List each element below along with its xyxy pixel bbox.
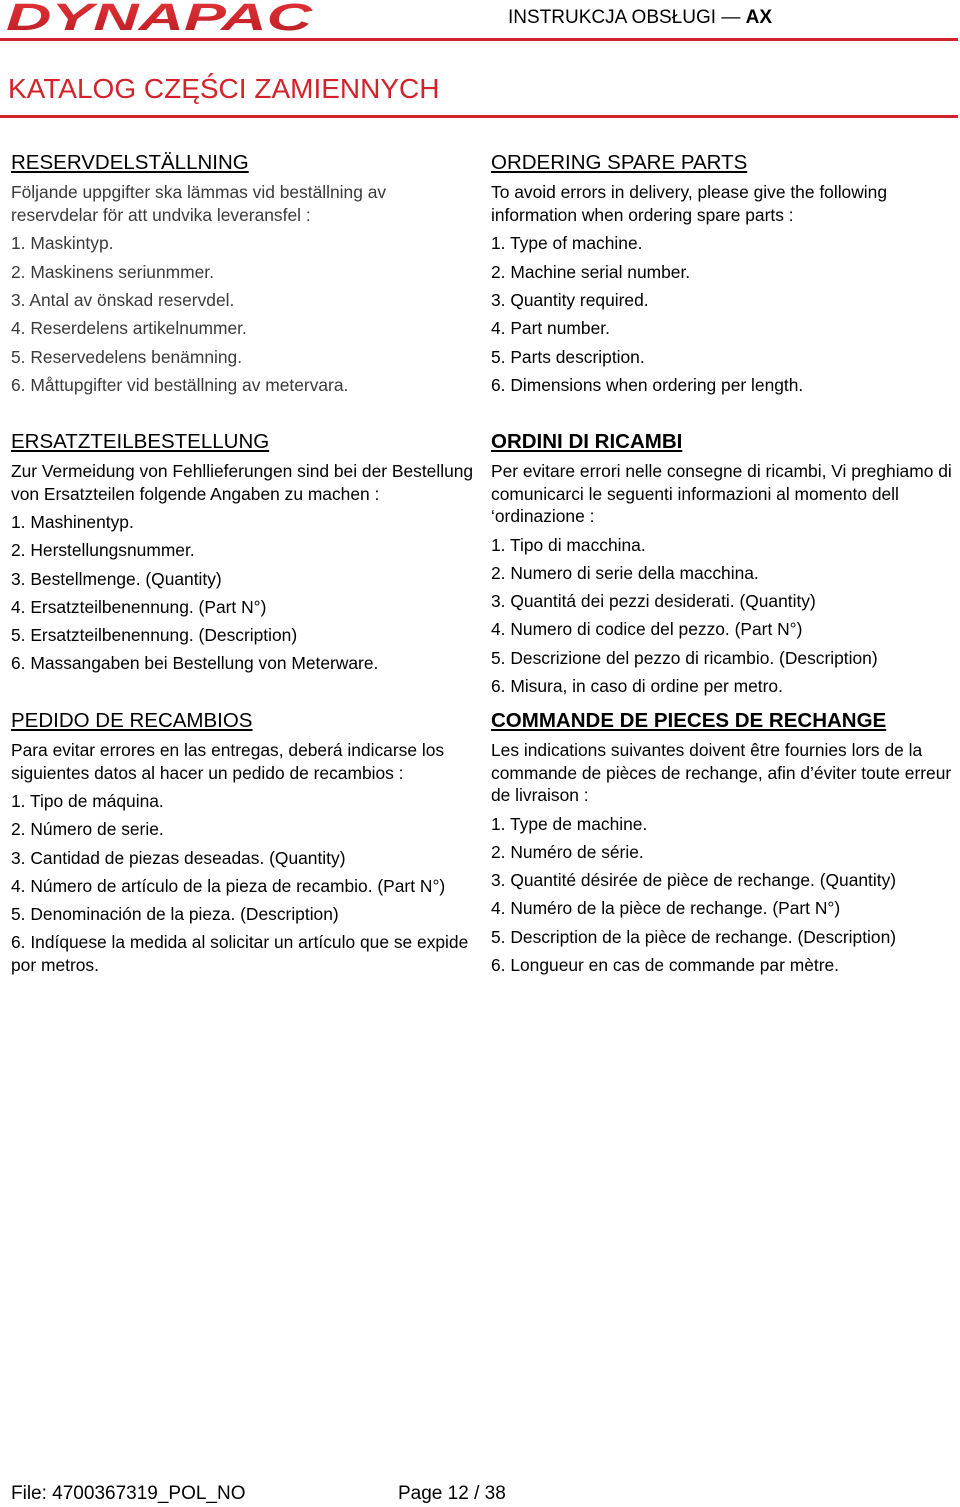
list-item: 1. Type of machine. (491, 233, 643, 254)
list-item: 6. Dimensions when ordering per length. (491, 375, 804, 396)
section-intro: Les indications suivantes doivent être fournies lors de la commande de pièces de rechange, afin d’éviter toute erreur de livraison : (491, 740, 952, 806)
section-title: ORDINI DI RICAMBI (491, 430, 683, 453)
section-title: ORDERING SPARE PARTS (491, 151, 748, 174)
list-item: 4. Reserdelens artikelnummer. (11, 318, 247, 339)
list-item: 3. Bestellmenge. (Quantity) (11, 568, 222, 589)
header-rule (0, 38, 958, 41)
section-swedish (11, 151, 476, 403)
list-item: 2. Maskinens seriunmmer. (11, 261, 214, 282)
list-item: 6. Indíquese la medida al solicitar un artículo que se expide por metros. (11, 932, 469, 975)
list-item: 1. Type de machine. (491, 813, 648, 834)
list-item: 1. Tipo de máquina. (11, 791, 164, 812)
list-item: 1. Mashinentyp. (11, 512, 134, 533)
title-rule (0, 115, 958, 118)
page-title: KATALOG CZĘŚCI ZAMIENNYCH (8, 73, 440, 104)
list-item: 1. Tipo di macchina. (491, 534, 646, 555)
section-intro: Zur Vermeidung von Fehllieferungen sind bei der Bestellung von Ersatzteilen folgende Angaben zu machen : (11, 461, 474, 504)
list-item: 3. Quantité désirée de pièce de rechange. (Quantity) (491, 870, 897, 891)
list-item: 2. Numéro de série. (491, 841, 644, 862)
footer-file: File: 4700367319_POL_NO (11, 1483, 246, 1504)
list-item: 5. Ersatzteilbenennung. (Description) (11, 624, 298, 645)
list-item: 3. Cantidad de piezas deseadas. (Quantity) (11, 847, 346, 868)
model-label: AX (745, 7, 772, 28)
list-item: 6. Måttupgifter vid beställning av metervara. (11, 375, 349, 396)
list-item: 4. Part number. (491, 318, 610, 339)
list-item: 3. Antal av önskad reservdel. (11, 289, 235, 310)
section-list (491, 534, 956, 698)
section-intro: Per evitare errori nelle consegne di ricambi, Vi preghiamo di comunicarci le seguenti informazioni al momento dell ‘ordinazione : (491, 461, 952, 527)
section-list (11, 790, 476, 976)
list-item: 2. Número de serie. (11, 819, 164, 840)
footer-page-number: Page 12 / 38 (398, 1483, 506, 1504)
section-title: RESERVDELSTÄLLNING (11, 151, 249, 174)
section-french (491, 709, 956, 982)
list-item: 4. Ersatzteilbenennung. (Part N°) (11, 596, 267, 617)
list-item: 3. Quantity required. (491, 289, 649, 310)
list-item: 6. Massangaben bei Bestellung von Meterware. (11, 653, 379, 674)
section-intro: To avoid errors in delivery, please give the following information when ordering spare parts : (491, 182, 888, 225)
section-english (491, 151, 956, 403)
section-intro: Para evitar errores en las entregas, deberá indicarse los siguientes datos al hacer un pedido de recambios : (11, 740, 445, 783)
section-list (491, 813, 956, 977)
list-item: 2. Numero di serie della macchina. (491, 562, 759, 583)
section-title: COMMANDE DE PIECES DE RECHANGE (491, 709, 887, 732)
dynapac-logo (4, 2, 316, 34)
list-item: 5. Descrizione del pezzo di ricambio. (Description) (491, 647, 878, 668)
list-item: 2. Machine serial number. (491, 261, 691, 282)
section-spanish (11, 709, 476, 982)
list-item: 4. Número de artículo de la pieza de recambio. (Part N°) (11, 875, 446, 896)
manual-label: INSTRUKCJA OBSŁUGI (508, 7, 717, 28)
section-list (491, 232, 956, 397)
section-german (11, 430, 476, 680)
list-item: 6. Longueur en cas de commande par mètre. (491, 954, 840, 975)
section-list (11, 511, 476, 675)
list-item: 6. Misura, in caso di ordine per metro. (491, 675, 783, 696)
list-item: 5. Parts description. (491, 346, 645, 367)
section-intro: Följande uppgifter ska lämmas vid beställning av reservdelar för att undvika leveransfel : (11, 182, 387, 225)
logo-text: DYNAPAC (6, 2, 313, 34)
list-item: 4. Numero di codice del pezzo. (Part N°) (491, 619, 803, 640)
list-item: 2. Herstellungsnummer. (11, 540, 195, 561)
list-item: 3. Quantitá dei pezzi desiderati. (Quantity) (491, 591, 816, 612)
list-item: 5. Description de la pièce de rechange. (Description) (491, 926, 897, 947)
list-item: 5. Denominación de la pieza. (Description) (11, 903, 339, 924)
list-item: 5. Reservedelens benämning. (11, 346, 243, 367)
manual-header: INSTRUKCJA OBSŁUGI — AX (508, 7, 772, 28)
section-italian (491, 430, 956, 703)
section-title: PEDIDO DE RECAMBIOS (11, 709, 253, 732)
section-title: ERSATZTEILBESTELLUNG (11, 430, 270, 453)
section-list (11, 232, 476, 397)
list-item: 4. Numéro de la pièce de rechange. (Part N°) (491, 898, 841, 919)
list-item: 1. Maskintyp. (11, 233, 114, 254)
